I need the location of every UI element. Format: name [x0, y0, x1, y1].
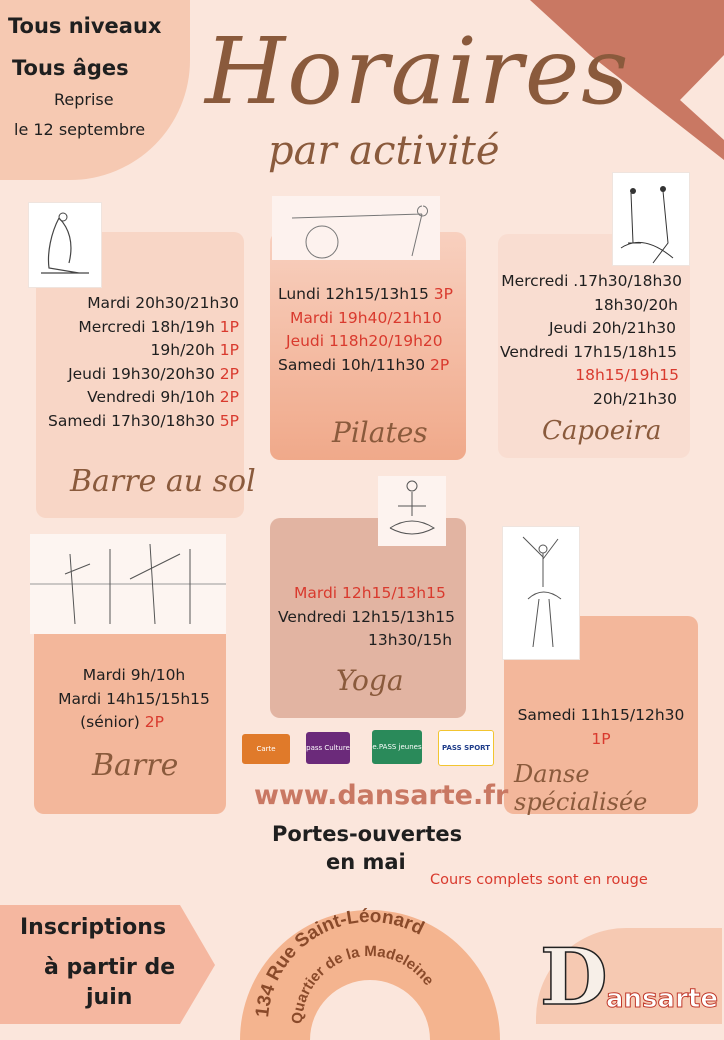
- page-subtitle: par activité: [268, 128, 500, 174]
- schedule-row: Vendredi 17h15/18h15: [500, 342, 678, 361]
- barre-title: Barre: [92, 748, 179, 783]
- pass-culture-logo: pass Culture: [306, 732, 350, 764]
- schedule-row: Mercredi .17h30/18h30: [501, 272, 682, 290]
- schedule-row: 18h30/20h: [593, 295, 678, 314]
- barre-schedule: [44, 664, 224, 735]
- address-arc: [230, 880, 510, 1024]
- dansarte-logo: [536, 928, 722, 1024]
- yoga-illustration: [378, 476, 446, 546]
- yoga-schedule: [278, 582, 460, 653]
- pass-sport-logo: PASS SPORT: [438, 730, 494, 766]
- capoeira-schedule: [500, 270, 682, 411]
- barre-illustration: [30, 534, 226, 634]
- schedule-row: 1P: [591, 729, 611, 748]
- danse-specialisee-illustration: [502, 526, 580, 660]
- schedule-row: Jeudi 118h20/19h20: [286, 332, 443, 350]
- registration-line3: juin: [86, 985, 133, 1010]
- registration-line1: Inscriptions: [20, 915, 167, 940]
- schedule-row: Mardi 20h30/21h30: [87, 294, 239, 312]
- schedule-row: Jeudi 20h/21h30: [548, 319, 676, 337]
- registration-line2: à partir de: [44, 955, 176, 980]
- address-street: 134 Rue Saint-Léonard: [252, 905, 428, 1019]
- schedule-row: Vendredi 12h15/13h15: [278, 607, 456, 626]
- schedule-row: Vendredi 9h/10h 2P: [87, 388, 239, 406]
- barre-au-sol-schedule: [44, 292, 239, 433]
- capoeira-illustration: [612, 172, 690, 266]
- schedule-row: Mercredi 18h/19h 1P: [78, 317, 239, 336]
- open-days-line2: en mai: [326, 850, 406, 874]
- danse-specialisee-title: Danse spécialisée: [514, 760, 648, 816]
- schedule-row: Lundi 12h15/13h15 3P: [278, 285, 453, 303]
- logo-wordmark: ansarte: [606, 984, 718, 1014]
- schedule-row: Mardi 12h15/13h15: [294, 584, 446, 602]
- website-link[interactable]: www.dansarte.fr: [254, 780, 509, 811]
- schedule-row: Mardi 19h40/21h10: [290, 308, 442, 327]
- pilates-title: Pilates: [332, 416, 428, 449]
- schedule-row: 13h30/15h: [368, 631, 453, 649]
- schedule-row: Samedi 11h15/12h30: [517, 706, 685, 724]
- schedule-row: Mardi 9h/10h: [82, 666, 186, 684]
- schedule-row: 19h/20h 1P: [150, 341, 239, 359]
- payment-card-logo: Carte: [242, 734, 290, 764]
- yoga-title: Yoga: [336, 664, 404, 697]
- ages-label: Tous âges: [12, 56, 129, 80]
- full-classes-note: Cours complets sont en rouge: [430, 872, 648, 888]
- resume-date: le 12 septembre: [14, 120, 146, 139]
- barre-au-sol-illustration: [28, 202, 102, 288]
- schedule-row: Samedi 10h/11h30 2P: [278, 355, 450, 374]
- schedule-row: 20h/21h30: [592, 389, 677, 408]
- schedule-row: (sénior) 2P: [80, 713, 164, 731]
- danse-specialisee-schedule: [508, 704, 694, 751]
- levels-label: Tous niveaux: [8, 14, 162, 38]
- pilates-schedule: [278, 283, 460, 377]
- barre-au-sol-title: Barre au sol: [70, 464, 256, 499]
- address-district: Quartier de la Madeleine: [288, 942, 438, 1024]
- open-days-line1: Portes-ouvertes: [272, 822, 463, 846]
- resume-label: Reprise: [54, 90, 114, 109]
- page-title: Horaires: [205, 18, 631, 125]
- capoeira-title: Capoeira: [542, 416, 662, 446]
- schedule-row: Jeudi 19h30/20h30 2P: [68, 364, 239, 383]
- epass-jeunes-logo: e.PASS jeunes: [372, 730, 422, 764]
- schedule-row: Mardi 14h15/15h15: [58, 689, 210, 708]
- schedule-row: Samedi 17h30/18h30 5P: [48, 411, 239, 430]
- pilates-illustration: [272, 196, 440, 260]
- schedule-row: 18h15/19h15: [575, 366, 679, 384]
- logo-initial: D: [540, 932, 608, 1023]
